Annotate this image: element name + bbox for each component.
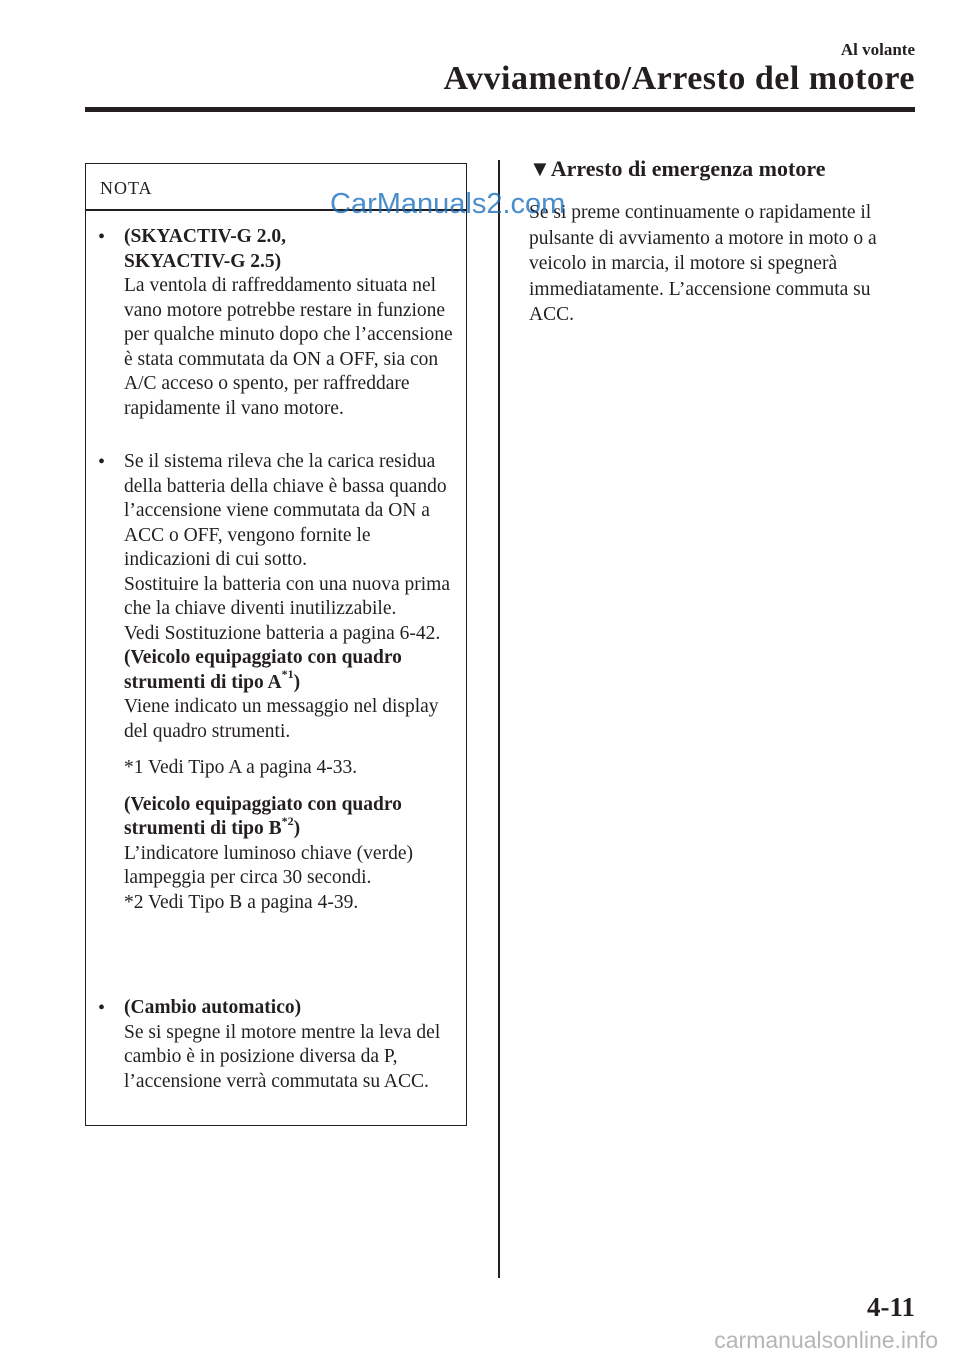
footnote-marker: *1 bbox=[281, 667, 294, 681]
item-text: Sostituire la batteria con una nuova prima che la chiave diventi inutilizzabile. bbox=[124, 573, 450, 619]
chapter-title: Avviamento/Arresto del motore bbox=[443, 60, 915, 97]
type-a-heading: (Veicolo equipaggiato con quadro strumenti di tipo $A^{*1}$) bbox=[124, 647, 402, 693]
item-heading-line1: (SKYACTIV-G 2.0, bbox=[124, 226, 286, 247]
watermark-carmanualsonline: carmanualsonline.info bbox=[714, 1327, 938, 1353]
note-box bbox=[85, 163, 467, 1126]
item-text: Se si spegne il motore mentre la leva del cambio è in posizione diversa da P, l’accensione verrà commutata su ACC. bbox=[124, 1021, 441, 1092]
type-b-text: L’indicatore luminoso chiave (verde) lampeggia per circa 30 secondi. bbox=[124, 842, 413, 888]
item-heading: (Cambio automatico) bbox=[124, 997, 302, 1018]
bullet-icon: • bbox=[98, 451, 106, 473]
footnote-marker: *2 bbox=[281, 813, 294, 828]
note-title: NOTA bbox=[100, 178, 153, 198]
emergency-stop-body: Se si preme continuamente o rapidamente il pulsante di avviamento a motore in moto o a veicolo in marcia, il motore si spegnerà immediatamente. L’accensione commuta su ACC. bbox=[529, 202, 877, 325]
emergency-stop-heading: ▼Arresto di emergenza motore bbox=[529, 156, 826, 181]
footnote-1: *1 Vedi Tipo A a pagina 4-33. bbox=[124, 757, 358, 778]
page-reference: Vedi Sostituzione batteria a pagina 6-42. bbox=[124, 622, 441, 644]
item-heading-line2: SKYACTIV-G 2.5) bbox=[124, 250, 282, 272]
header-rule bbox=[85, 107, 915, 112]
section-label: Al volante bbox=[840, 40, 915, 59]
column-divider bbox=[498, 160, 500, 1278]
bullet-icon: • bbox=[98, 997, 106, 1019]
item-text: La ventola di raffreddamento situata nel vano motore potrebbe restare in funzione per qualche minuto dopo che l’accensione è stata commutata da ON a OFF, sia con A/C acceso o spento, per raffreddare rapidamente il vano motore. bbox=[124, 275, 453, 419]
footnote-2: *2 Vedi Tipo B a pagina 4-39. bbox=[124, 891, 359, 913]
type-a-text: Viene indicato un messaggio nel display del quadro strumenti. bbox=[124, 696, 439, 742]
item-text: Se il sistema rileva che la carica residua della batteria della chiave è bassa quando l’accensione viene commutata da ON a ACC o OFF, vengono fornite le indicazioni di cui sotto. bbox=[124, 451, 447, 570]
page-number: 4-11 bbox=[866, 1292, 915, 1322]
bullet-icon: • bbox=[98, 226, 106, 248]
watermark-carmanuals2: CarManuals2.com bbox=[330, 188, 566, 220]
type-b-heading: (Veicolo equipaggiato con quadro strumenti di tipo $B^{*2}$) bbox=[124, 793, 402, 839]
